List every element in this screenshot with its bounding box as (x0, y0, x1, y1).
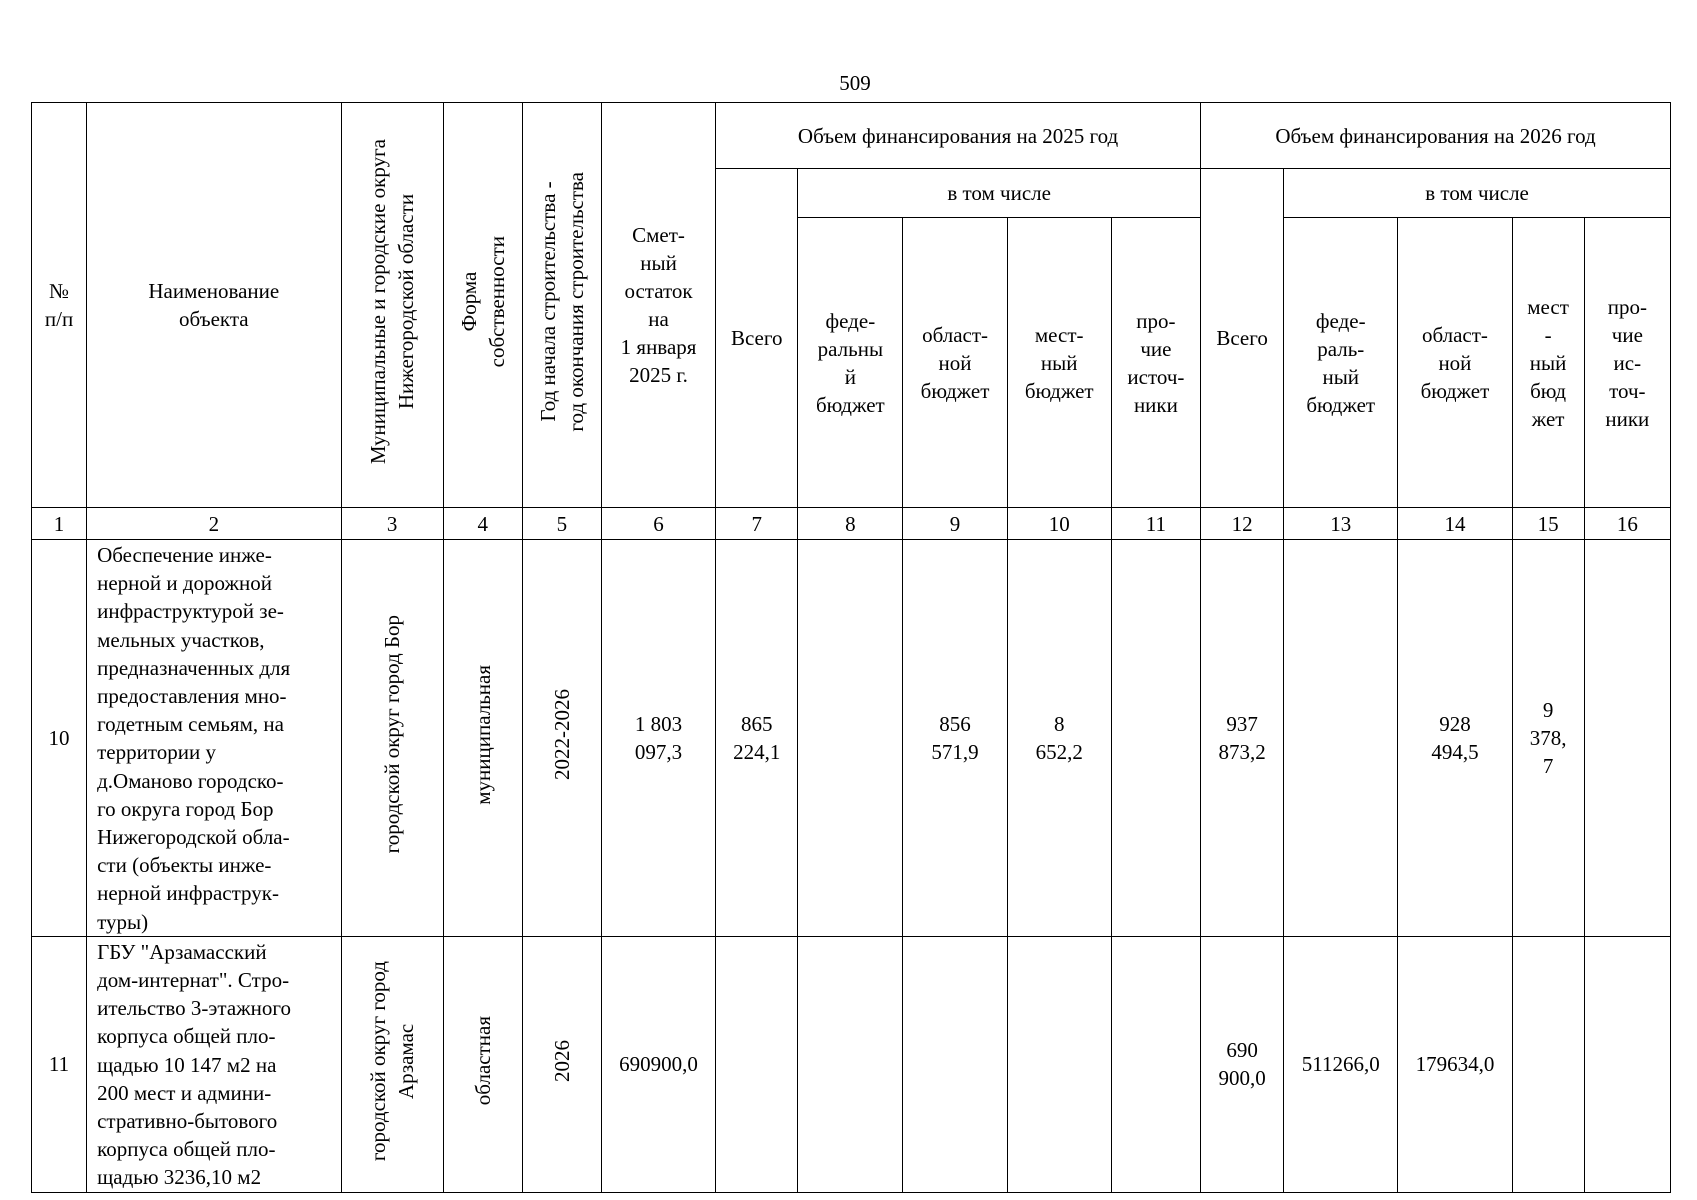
cell-fed-2025 (798, 540, 903, 937)
column-number-row (32, 508, 1671, 540)
column-number: 15 (1512, 508, 1584, 540)
header-years-text: Год начала строительства - год окончания строительства (535, 171, 588, 432)
cell-reg-2026: 928 494,5 (1398, 540, 1512, 937)
header-row-1 (32, 103, 1671, 169)
page-number: 509 (839, 71, 871, 95)
cell-fed-2026: 511266,0 (1284, 936, 1398, 1192)
column-number: 16 (1584, 508, 1670, 540)
cell-fed-2025 (798, 936, 903, 1192)
header-years (522, 103, 601, 508)
cell-num: 11 (32, 936, 87, 1192)
header-including-2026: в том числе (1284, 169, 1671, 218)
header-total-2026: Всего (1201, 169, 1284, 508)
header-including-2025: в том числе (798, 169, 1201, 218)
column-number: 4 (443, 508, 522, 540)
cell-fed-2026 (1284, 540, 1398, 937)
header-fed-2025: феде- ральны й бюджет (798, 218, 903, 508)
column-number: 8 (798, 508, 903, 540)
table-row (32, 540, 1671, 937)
header-total-2025: Всего (716, 169, 798, 508)
header-funding-2025: Объем финансирования на 2025 год (716, 103, 1201, 169)
column-number: 7 (716, 508, 798, 540)
column-number: 3 (341, 508, 443, 540)
column-number: 5 (522, 508, 601, 540)
cell-years (522, 936, 601, 1192)
cell-municipality-text: городской округ город Арзамас (366, 960, 419, 1161)
cell-reg-2026: 179634,0 (1398, 936, 1512, 1192)
cell-municipality (341, 936, 443, 1192)
cell-total-2026: 690 900,0 (1201, 936, 1284, 1192)
cell-total-2025 (716, 936, 798, 1192)
cell-oth-2026 (1584, 936, 1670, 1192)
header-funding-2026: Объем финансирования на 2026 год (1201, 103, 1671, 169)
cell-name: Обеспечение инже- нерной и дорожной инфраструктурой зе- мельных участков, предназначенных для предоставления мно- годетным семьям, на территории у д.Оманово городско- го округа город Бор Нижегородской обла- сти (объекты инже- нерной инфраструк- туры) (87, 540, 341, 937)
cell-ownership (443, 936, 522, 1192)
cell-num: 10 (32, 540, 87, 937)
cell-oth-2025 (1111, 936, 1200, 1192)
cell-municipality-text: городской округ город Бор (380, 615, 405, 854)
table-row (32, 936, 1671, 1192)
cell-years (522, 540, 601, 937)
header-loc-2025: мест- ный бюджет (1007, 218, 1111, 508)
cell-remainder: 690900,0 (601, 936, 715, 1192)
header-fed-2026: феде- раль- ный бюджет (1284, 218, 1398, 508)
column-number: 11 (1111, 508, 1200, 540)
cell-oth-2026 (1584, 540, 1670, 937)
financing-table (31, 102, 1671, 1193)
header-remainder: Смет- ный остаток на 1 января 2025 г. (601, 103, 715, 508)
header-reg-2026: област- ной бюджет (1398, 218, 1512, 508)
cell-remainder: 1 803 097,3 (601, 540, 715, 937)
header-municipality (341, 103, 443, 508)
cell-years-text: 2022-2026 (549, 688, 574, 780)
cell-oth-2025 (1111, 540, 1200, 937)
cell-loc-2025 (1007, 936, 1111, 1192)
header-oth-2025: про- чие источ- ники (1111, 218, 1200, 508)
cell-loc-2025: 8 652,2 (1007, 540, 1111, 937)
header-ownership-text: Форма собственности (456, 235, 509, 368)
cell-reg-2025: 856 571,9 (903, 540, 1007, 937)
column-number: 14 (1398, 508, 1512, 540)
cell-loc-2026 (1512, 936, 1584, 1192)
header-name: Наименование объекта (87, 103, 341, 508)
cell-years-text: 2026 (549, 1039, 574, 1082)
cell-ownership-text: областная (470, 1016, 495, 1106)
column-number: 12 (1201, 508, 1284, 540)
column-number: 1 (32, 508, 87, 540)
cell-loc-2026: 9 378, 7 (1512, 540, 1584, 937)
header-reg-2025: област- ной бюджет (903, 218, 1007, 508)
header-num: № п/п (32, 103, 87, 508)
header-loc-2026: мест - ный бюд жет (1512, 218, 1584, 508)
cell-reg-2025 (903, 936, 1007, 1192)
column-number: 6 (601, 508, 715, 540)
column-number: 10 (1007, 508, 1111, 540)
header-ownership (443, 103, 522, 508)
header-oth-2026: про- чие ис- точ- ники (1584, 218, 1670, 508)
cell-name: ГБУ "Арзамасский дом-интернат". Стро- ительство 3-этажного корпуса общей пло- щадью 10 147 м2 на 200 мест и админи- стративно-бытового корпуса общей пло- щадью 3236,10 м2 (87, 936, 341, 1192)
column-number: 9 (903, 508, 1007, 540)
cell-ownership (443, 540, 522, 937)
cell-ownership-text: муниципальная (470, 664, 495, 805)
column-number: 2 (87, 508, 341, 540)
cell-total-2025: 865 224,1 (716, 540, 798, 937)
header-municipality-text: Муниципальные и городские округа Нижегородской области (366, 138, 419, 465)
cell-municipality (341, 540, 443, 937)
cell-total-2026: 937 873,2 (1201, 540, 1284, 937)
column-number: 13 (1284, 508, 1398, 540)
